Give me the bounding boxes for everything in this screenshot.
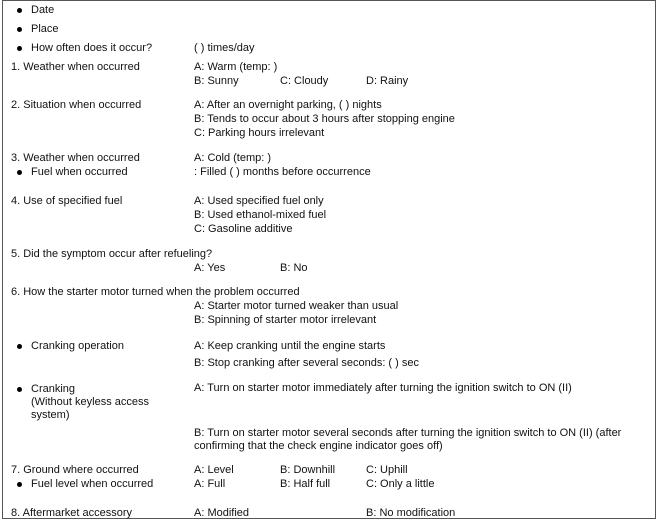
place-label: Place [31, 23, 59, 35]
q7-option-a: A: Level [194, 464, 234, 476]
q7-fuel-label: Fuel level when occurred [31, 478, 154, 490]
q2-option-b: B: Tends to occur about 3 hours after stopping engine [194, 113, 455, 125]
bullet-icon [17, 170, 22, 175]
q6-option-a: A: Starter motor turned weaker than usual [194, 300, 399, 312]
how-often-label: How often does it occur? [31, 42, 153, 54]
bullet-icon [17, 46, 22, 51]
q2-option-c: C: Parking hours irrelevant [194, 127, 325, 139]
q3-option-a: A: Cold (temp: ) [194, 152, 272, 164]
bullet-icon [17, 387, 22, 392]
q5-label: 5. Did the symptom occur after refueling? [11, 248, 213, 260]
q7-label: 7. Ground where occurred [11, 464, 139, 476]
q3-fuel-value: : Filled ( ) months before occurrence [194, 166, 371, 178]
q2-label: 2. Situation when occurred [11, 99, 142, 111]
q7-option-c: C: Uphill [366, 464, 408, 476]
how-often-value: ( ) times/day [194, 42, 255, 54]
q7-fuel-option-a: A: Full [194, 478, 226, 490]
cranking-operation-option-a: A: Keep cranking until the engine starts [194, 340, 386, 352]
q7-fuel-option-b: B: Half full [280, 478, 331, 490]
q7-fuel-option-c: C: Only a little [366, 478, 435, 490]
q3-label: 3. Weather when occurred [11, 152, 140, 164]
cranking-option-a: A: Turn on starter motor immediately after turning the ignition switch to ON (II) [194, 382, 572, 394]
bullet-icon [17, 344, 22, 349]
q6-option-b: B: Spinning of starter motor irrelevant [194, 314, 377, 326]
q7-option-b: B: Downhill [280, 464, 336, 476]
q4-label: 4. Use of specified fuel [11, 195, 123, 207]
cranking-note: (Without keyless access system) [31, 396, 149, 421]
q2-option-a: A: After an overnight parking, ( ) nights [194, 99, 382, 111]
bullet-icon [17, 482, 22, 487]
q1-option-c: C: Cloudy [280, 75, 329, 87]
q4-option-c: C: Gasoline additive [194, 223, 293, 235]
cranking-label: Cranking [31, 383, 76, 395]
q8-option-b: B: No modification [366, 507, 456, 519]
q3-fuel-label: Fuel when occurred [31, 166, 128, 178]
q6-label: 6. How the starter motor turned when the problem occurred [11, 286, 300, 298]
q5-option-b: B: No [280, 262, 308, 274]
q8-label: 8. Aftermarket accessory [11, 507, 133, 519]
q4-option-a: A: Used specified fuel only [194, 195, 324, 207]
q1-option-d: D: Rainy [366, 75, 409, 87]
q1-option-b: B: Sunny [194, 75, 239, 87]
cranking-operation-label: Cranking operation [31, 340, 124, 352]
q8-option-a: A: Modified [194, 507, 250, 519]
q5-option-a: A: Yes [194, 262, 226, 274]
q1-label: 1. Weather when occurred [11, 61, 140, 73]
date-label: Date [31, 4, 55, 16]
bullet-icon [17, 27, 22, 32]
q4-option-b: B: Used ethanol-mixed fuel [194, 209, 327, 221]
cranking-option-b: B: Turn on starter motor several seconds after turning the ignition switch to ON (II) (after confirming that the check engine indicator goes off) [194, 427, 622, 452]
q1-option-a: A: Warm (temp: ) [194, 61, 278, 73]
bullet-icon [17, 8, 22, 13]
cranking-operation-option-b: B: Stop cranking after several seconds: ( ) sec [194, 357, 419, 369]
